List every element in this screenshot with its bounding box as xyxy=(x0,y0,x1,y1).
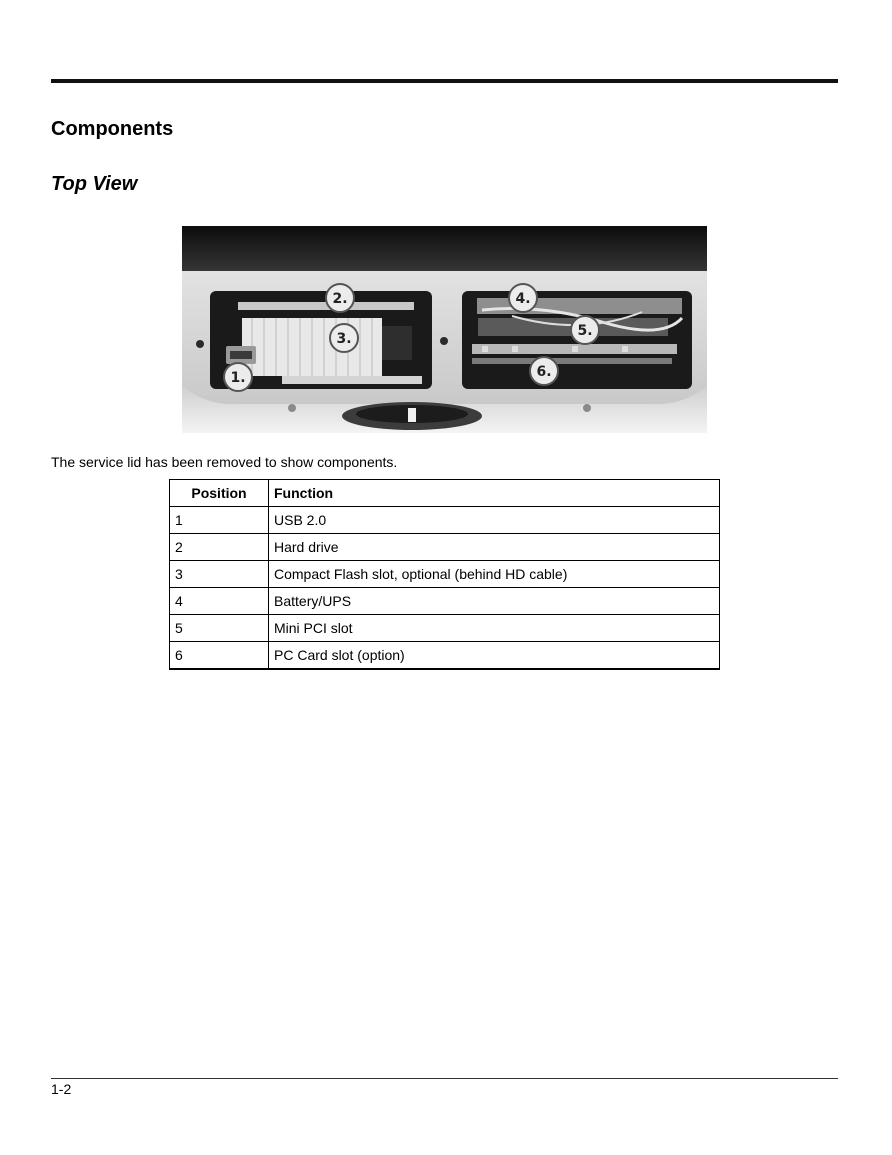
footer-rule xyxy=(51,1078,838,1079)
table-row xyxy=(170,642,720,670)
header-position: Position xyxy=(170,480,269,507)
table-row xyxy=(170,534,720,561)
table-row xyxy=(170,615,720,642)
row-function: Battery/UPS xyxy=(269,588,720,615)
callout-1-label: 1. xyxy=(230,370,246,386)
row-position: 3 xyxy=(170,561,269,588)
callout-1 xyxy=(224,363,252,391)
row-position: 2 xyxy=(170,534,269,561)
callout-2-label: 2. xyxy=(332,291,348,307)
callout-3-label: 3. xyxy=(336,331,352,347)
callout-4 xyxy=(509,284,537,312)
table-row xyxy=(170,561,720,588)
header-function: Function xyxy=(269,480,720,507)
row-function: Compact Flash slot, optional (behind HD cable) xyxy=(269,561,720,588)
callout-6-label: 6. xyxy=(536,364,552,380)
callout-5 xyxy=(571,316,599,344)
table-row xyxy=(170,507,720,534)
row-function: Mini PCI slot xyxy=(269,615,720,642)
row-position: 6 xyxy=(170,642,269,670)
row-function: Hard drive xyxy=(269,534,720,561)
callout-5-label: 5. xyxy=(577,323,593,339)
row-position: 4 xyxy=(170,588,269,615)
callout-4-label: 4. xyxy=(515,291,531,307)
row-function: USB 2.0 xyxy=(269,507,720,534)
page-number: 1-2 xyxy=(51,1081,72,1097)
subsection-title: Top View xyxy=(51,173,138,195)
figure-caption: The service lid has been removed to show components. xyxy=(51,454,398,470)
callout-6 xyxy=(530,357,558,385)
row-position: 1 xyxy=(170,507,269,534)
table-header-row xyxy=(170,480,720,507)
component-photo xyxy=(182,226,707,433)
table-row xyxy=(170,588,720,615)
row-position: 5 xyxy=(170,615,269,642)
components-table xyxy=(169,479,720,670)
callout-3 xyxy=(330,324,358,352)
row-function: PC Card slot (option) xyxy=(269,642,720,670)
header-rule xyxy=(51,79,838,83)
section-title: Components xyxy=(51,118,174,140)
callout-2 xyxy=(326,284,354,312)
